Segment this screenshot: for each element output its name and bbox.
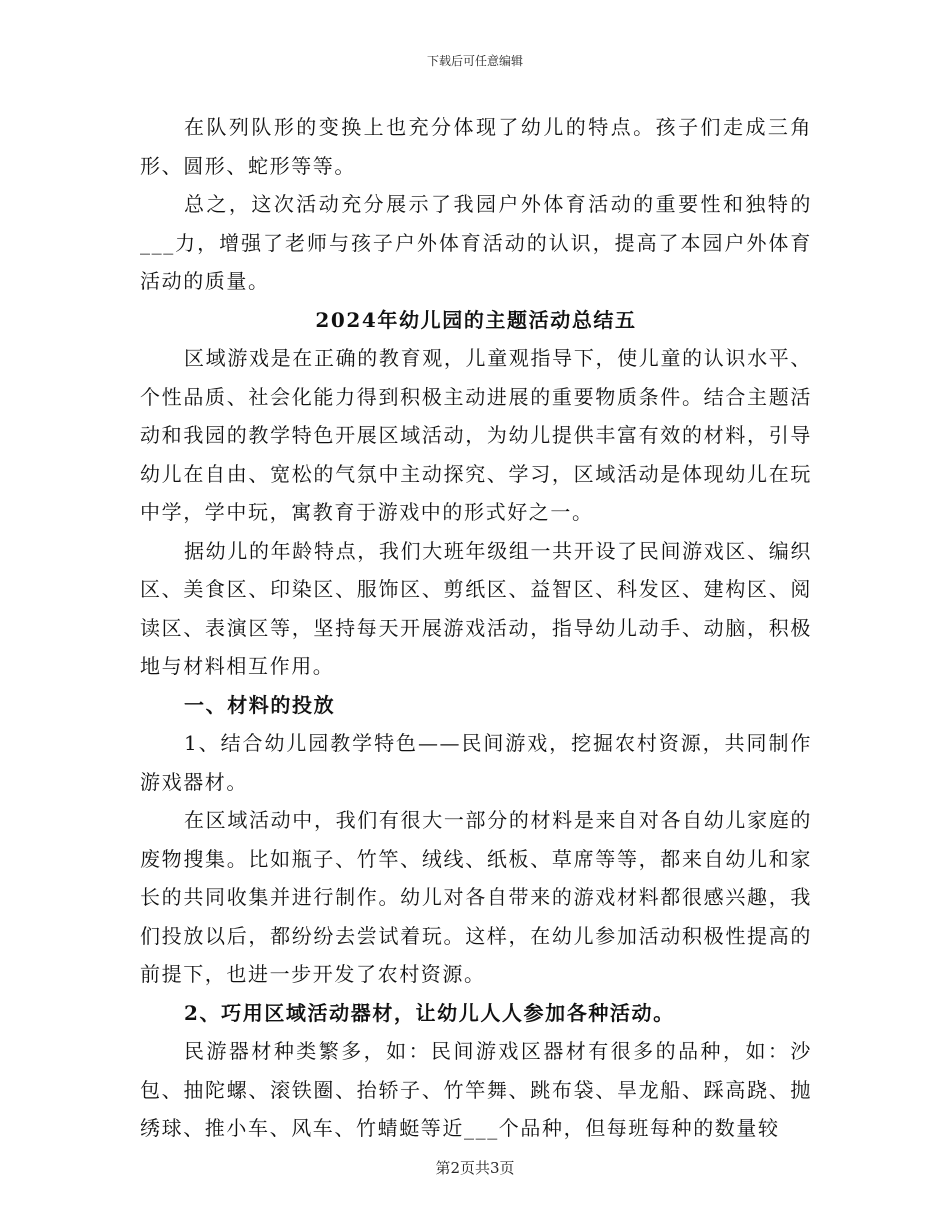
paragraph-formation: 在队列队形的变换上也充分体现了幼儿的特点。孩子们走成三角形、圆形、蛇形等等。 bbox=[140, 115, 812, 178]
paragraph-equipment: 民游器材种类繁多，如：民间游戏区器材有很多的品种，如：沙包、抽陀螺、滚铁圈、抬轿子、竹竿舞、跳布袋、旱龙船、踩高跷、抛绣球、推小车、风车、竹蜻蜓等近___个品种，但每班每种的数量较 bbox=[140, 1039, 812, 1140]
document-body bbox=[140, 108, 812, 1148]
paragraph-area-games: 区域游戏是在正确的教育观，儿童观指导下，使儿童的认识水平、个性品质、社会化能力得到积极主动进展的重要物质条件。结合主题活动和我园的教学特色开展区域活动，为幼儿提供丰富有效的材料，引导幼儿在自由、宽松的气氛中主动探究、学习，区域活动是体现幼儿在玩中学，学中玩，寓教育于游戏中的形式好之一。 bbox=[140, 346, 812, 524]
paragraph-age-features: 据幼儿的年龄特点，我们大班年级组一共开设了民间游戏区、编织区、美食区、印染区、服饰区、剪纸区、益智区、科发区、建构区、阅读区、表演区等，坚持每天开展游戏活动，指导幼儿动手、动脑，积极地与材料相互作用。 bbox=[140, 538, 812, 678]
page-header: 下载后可任意编辑 bbox=[426, 54, 523, 68]
heading-materials: 一、材料的投放 bbox=[184, 692, 336, 717]
heading-item-2: 2、巧用区域活动器材，让幼儿人人参加各种活动。 bbox=[184, 1000, 675, 1025]
section-title: 2024年幼儿园的主题活动总结五 bbox=[315, 307, 637, 332]
page-footer: 第2页共3页 bbox=[435, 1159, 515, 1177]
paragraph-item-1: 1、结合幼儿园教学特色——民间游戏，挖掘农村资源，共同制作游戏器材。 bbox=[140, 731, 812, 794]
paragraph-summary: 总之，这次活动充分展示了我园户外体育活动的重要性和独特的___力，增强了老师与孩子户外体育活动的认识，提高了本园户外体育活动的质量。 bbox=[140, 192, 812, 293]
paragraph-waste-collection: 在区域活动中，我们有很大一部分的材料是来自对各自幼儿家庭的废物搜集。比如瓶子、竹竿、绒线、纸板、草席等等，都来自幼儿和家长的共同收集并进行制作。幼儿对各自带来的游戏材料都很感兴趣，我们投放以后，都纷纷去尝试着玩。这样，在幼儿参加活动积极性提高的前提下，也进一步开发了农村资源。 bbox=[140, 808, 812, 986]
